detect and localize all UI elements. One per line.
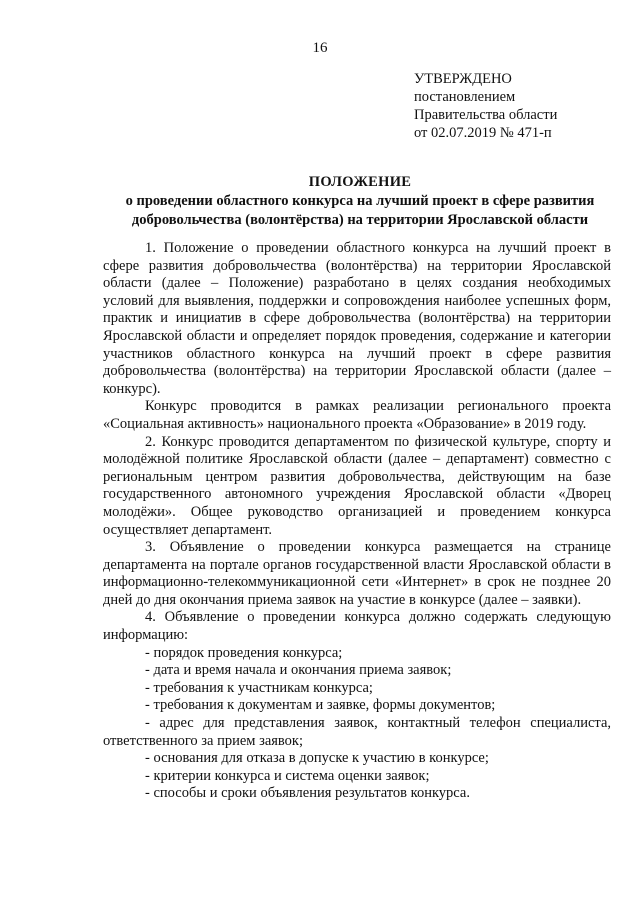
list-item: - критерии конкурса и система оценки заявок; — [145, 767, 430, 784]
title-line: добровольчества (волонтёрства) на территории Ярославской области — [131, 212, 589, 228]
document-title — [100, 173, 620, 230]
list-item: - способы и сроки объявления результатов конкурса. — [145, 785, 470, 802]
title-line: о проведении областного конкурса на лучший проект в сфере развития — [125, 193, 595, 209]
paragraph: 4. Объявление о проведении конкурса должно содержать следующую информацию: — [103, 609, 611, 644]
list-item: - требования к документам и заявке, формы документов; — [145, 697, 496, 714]
paragraph: 3. Объявление о проведении конкурса размещается на странице департамента на портале органов государственной власти Ярославской области в информационно-телекоммуникационной сети «Интернет» в срок не позднее 20 дней до дня окончания приема заявок на участие в конкурсе (далее – заявки). — [103, 539, 611, 608]
paragraph: 1. Положение о проведении областного конкурса на лучший проект в сфере развития добровольчества (волонтёрства) на территории Ярославской области (далее – Положение) разработано в целях создания необходимых условий для выявления, поддержки и сопровождения наиболее успешных форм, практик и инициатив в сфере добровольчества (волонтёрства) на территории Ярославской области и определяет порядок проведения, содержание и категории участников областного конкурса на лучший проект в сфере развития добровольчества (волонтёрства) на территории Ярославской области (далее – конкурс). — [103, 240, 611, 397]
list-item: - адрес для представления заявок, контактный телефон специалиста, ответственного за прием заявок; — [103, 715, 611, 749]
list-item: - требования к участникам конкурса; — [145, 679, 373, 696]
approval-line: Правительства области — [414, 107, 558, 123]
paragraph: Конкурс проводится в рамках реализации регионального проекта «Социальная активность» национального проекта «Образование» в 2019 году. — [103, 398, 611, 432]
document-body — [103, 240, 611, 803]
list-item: - порядок проведения конкурса; — [145, 644, 343, 661]
approval-stamp — [414, 70, 557, 142]
approval-line: постановлением — [414, 89, 516, 105]
list-item: - дата и время начала и окончания приема заявок; — [145, 662, 452, 679]
paragraph: 2. Конкурс проводится департаментом по физической культуре, спорту и молодёжной политике Ярославской области (далее – департамент) совместно с региональным центром развития добровольчества, действующим на базе государственного автономного учреждения Ярославской области «Дворец молодёжи». Общее руководство организацией и проведением конкурса осуществляет департамент. — [103, 433, 611, 538]
approval-line: УТВЕРЖДЕНО — [414, 71, 512, 87]
title-heading: ПОЛОЖЕНИЕ — [308, 174, 412, 190]
list-item: - основания для отказа в допуске к участию в конкурсе; — [145, 750, 489, 767]
page-number: 16 — [312, 40, 328, 56]
approval-line: от 02.07.2019 № 471-п — [414, 125, 552, 141]
